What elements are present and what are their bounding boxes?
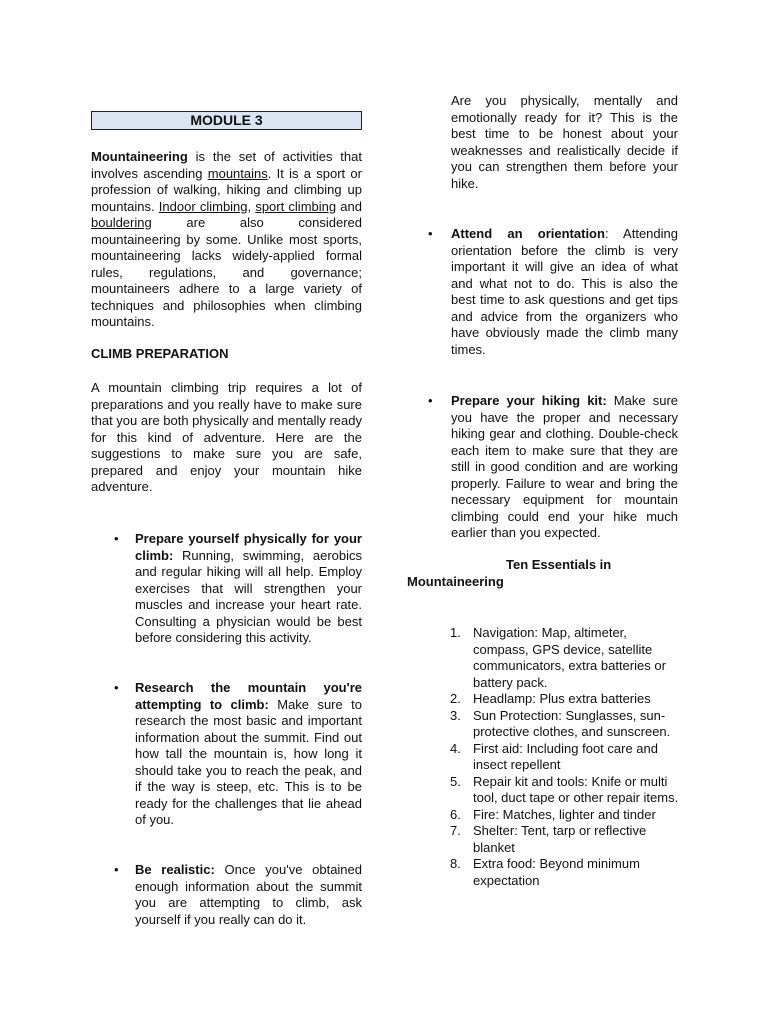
intro-term: Mountaineering (91, 149, 188, 164)
link-bouldering[interactable]: bouldering (91, 215, 152, 230)
bullet-icon: • (114, 531, 119, 546)
bullet-text: : Attending orientation before the climb is very important it will give an idea of what and what not to do. This is also the best time to ask questions and get tips and advice from the organizers who have obviously made the climb many times. (451, 226, 678, 357)
essentials-list (450, 625, 680, 889)
bullet-title: Attend an orientation (451, 226, 605, 241)
module-title: MODULE 3 (190, 112, 263, 128)
bullet-prepare-physically (135, 531, 362, 647)
list-item (450, 823, 680, 856)
bullet-research-mountain (135, 680, 362, 829)
bullet-title: Prepare your hiking kit: (451, 393, 607, 408)
list-text: Navigation: Map, altimeter, compass, GPS device, satellite communicators, extra batteries or battery pack. (473, 625, 666, 690)
list-number: 8. (450, 856, 461, 871)
list-text: Headlamp: Plus extra batteries (473, 691, 651, 706)
list-item (450, 807, 680, 824)
intro-text-2: . It is a sport or profession of walking, hiking and climbing up mountains. (91, 165, 362, 214)
bullet-attend-orientation (451, 226, 678, 358)
list-number: 5. (450, 773, 461, 789)
bullet-title: Be realistic: (135, 862, 215, 877)
list-text: Sun Protection: Sunglasses, sun-protective clothes, and sunscreen. (473, 707, 671, 739)
list-item (450, 625, 680, 691)
list-number: 2. (450, 691, 461, 706)
bullet-text: Running, swimming, aerobics and regular hiking will all help. Employ exercises that will strengthen your muscles and increase your heart rate. Consulting a physician would be best before considering this activity. (135, 547, 362, 645)
essentials-title-line2: Mountaineering (407, 574, 504, 589)
intro-paragraph (91, 149, 362, 331)
climb-preparation-heading: CLIMB PREPARATION (91, 346, 229, 361)
intro-text-3: , (247, 198, 256, 214)
list-item (450, 856, 680, 889)
list-item (450, 691, 680, 708)
bullet-hiking-kit (451, 393, 678, 542)
list-text: Repair kit and tools: Knife or multi tool, duct tape or other repair items. (473, 773, 679, 805)
bullet-icon: • (428, 393, 433, 408)
list-text: Shelter: Tent, tarp or reflective blanket (473, 823, 647, 855)
list-item (450, 774, 680, 807)
list-item (450, 708, 680, 741)
list-text: Fire: Matches, lighter and tinder (473, 806, 656, 822)
bullet-text: Make sure you have the proper and necessary hiking gear and clothing. Double-check each item to make sure that they are still in good condition and are working properly. Failure to wear and bring the necessary equipment for mountain climbing could end your hike much earlier than you expected. (451, 393, 678, 540)
link-mountains[interactable]: mountains (207, 165, 268, 181)
bullet-icon: • (114, 862, 119, 877)
intro-text-4: and (336, 198, 362, 214)
list-text: First aid: Including foot care and insect repellent (473, 740, 658, 772)
list-number: 7. (450, 823, 461, 838)
intro-text-1: is the set of activities that involves ascending (91, 149, 362, 181)
essentials-title-line1: Ten Essentials in (506, 557, 612, 572)
list-item (450, 741, 680, 774)
be-realistic-continued: Are you physically, mentally and emotionally ready for it? This is the best time to be honest about your weaknesses and realistically decide if you can strengthen them before your hike. (451, 93, 678, 191)
climb-preparation-paragraph: A mountain climbing trip requires a lot of preparations and you really have to make sure that you are both physically and mentally ready for this kind of adventure. Here are the suggestions to make sure you are safe, prepared and enjoy your mountain hike adventure. (91, 380, 362, 494)
bullet-text: Once you've obtained enough information about the summit you are attempting to climb, ask yourself if you really can do it. (135, 862, 363, 927)
bullet-title: Research the mountain you're attempting to climb: (135, 680, 362, 712)
module-title-box (91, 111, 362, 130)
link-sport-climbing[interactable]: sport climbing (255, 198, 337, 214)
list-number: 4. (450, 740, 461, 756)
bullet-text: Make sure to research the most basic and important information about the summit. Find out how tall the mountain is, how long it should take you to reach the peak, and if the way is steep, etc. This is to be ready for the challenges that lie ahead of you. (135, 696, 362, 827)
intro-text-5: are also considered mountaineering by some. Unlike most sports, mountaineering lacks widely-applied formal rules, regulations, and governance; mountaineers adhere to a large variety of techniques and philosophies when climbing mountains. (91, 215, 362, 329)
list-number: 1. (450, 625, 461, 640)
bullet-be-realistic (135, 862, 362, 928)
list-number: 3. (450, 707, 461, 723)
bullet-icon: • (428, 226, 433, 241)
list-text: Extra food: Beyond minimum expectation (473, 856, 640, 888)
list-number: 6. (450, 806, 461, 822)
bullet-icon: • (114, 680, 119, 695)
bullet-title: Prepare yourself physically for your climb: (135, 531, 362, 563)
link-indoor-climbing[interactable]: Indoor climbing (158, 198, 248, 214)
